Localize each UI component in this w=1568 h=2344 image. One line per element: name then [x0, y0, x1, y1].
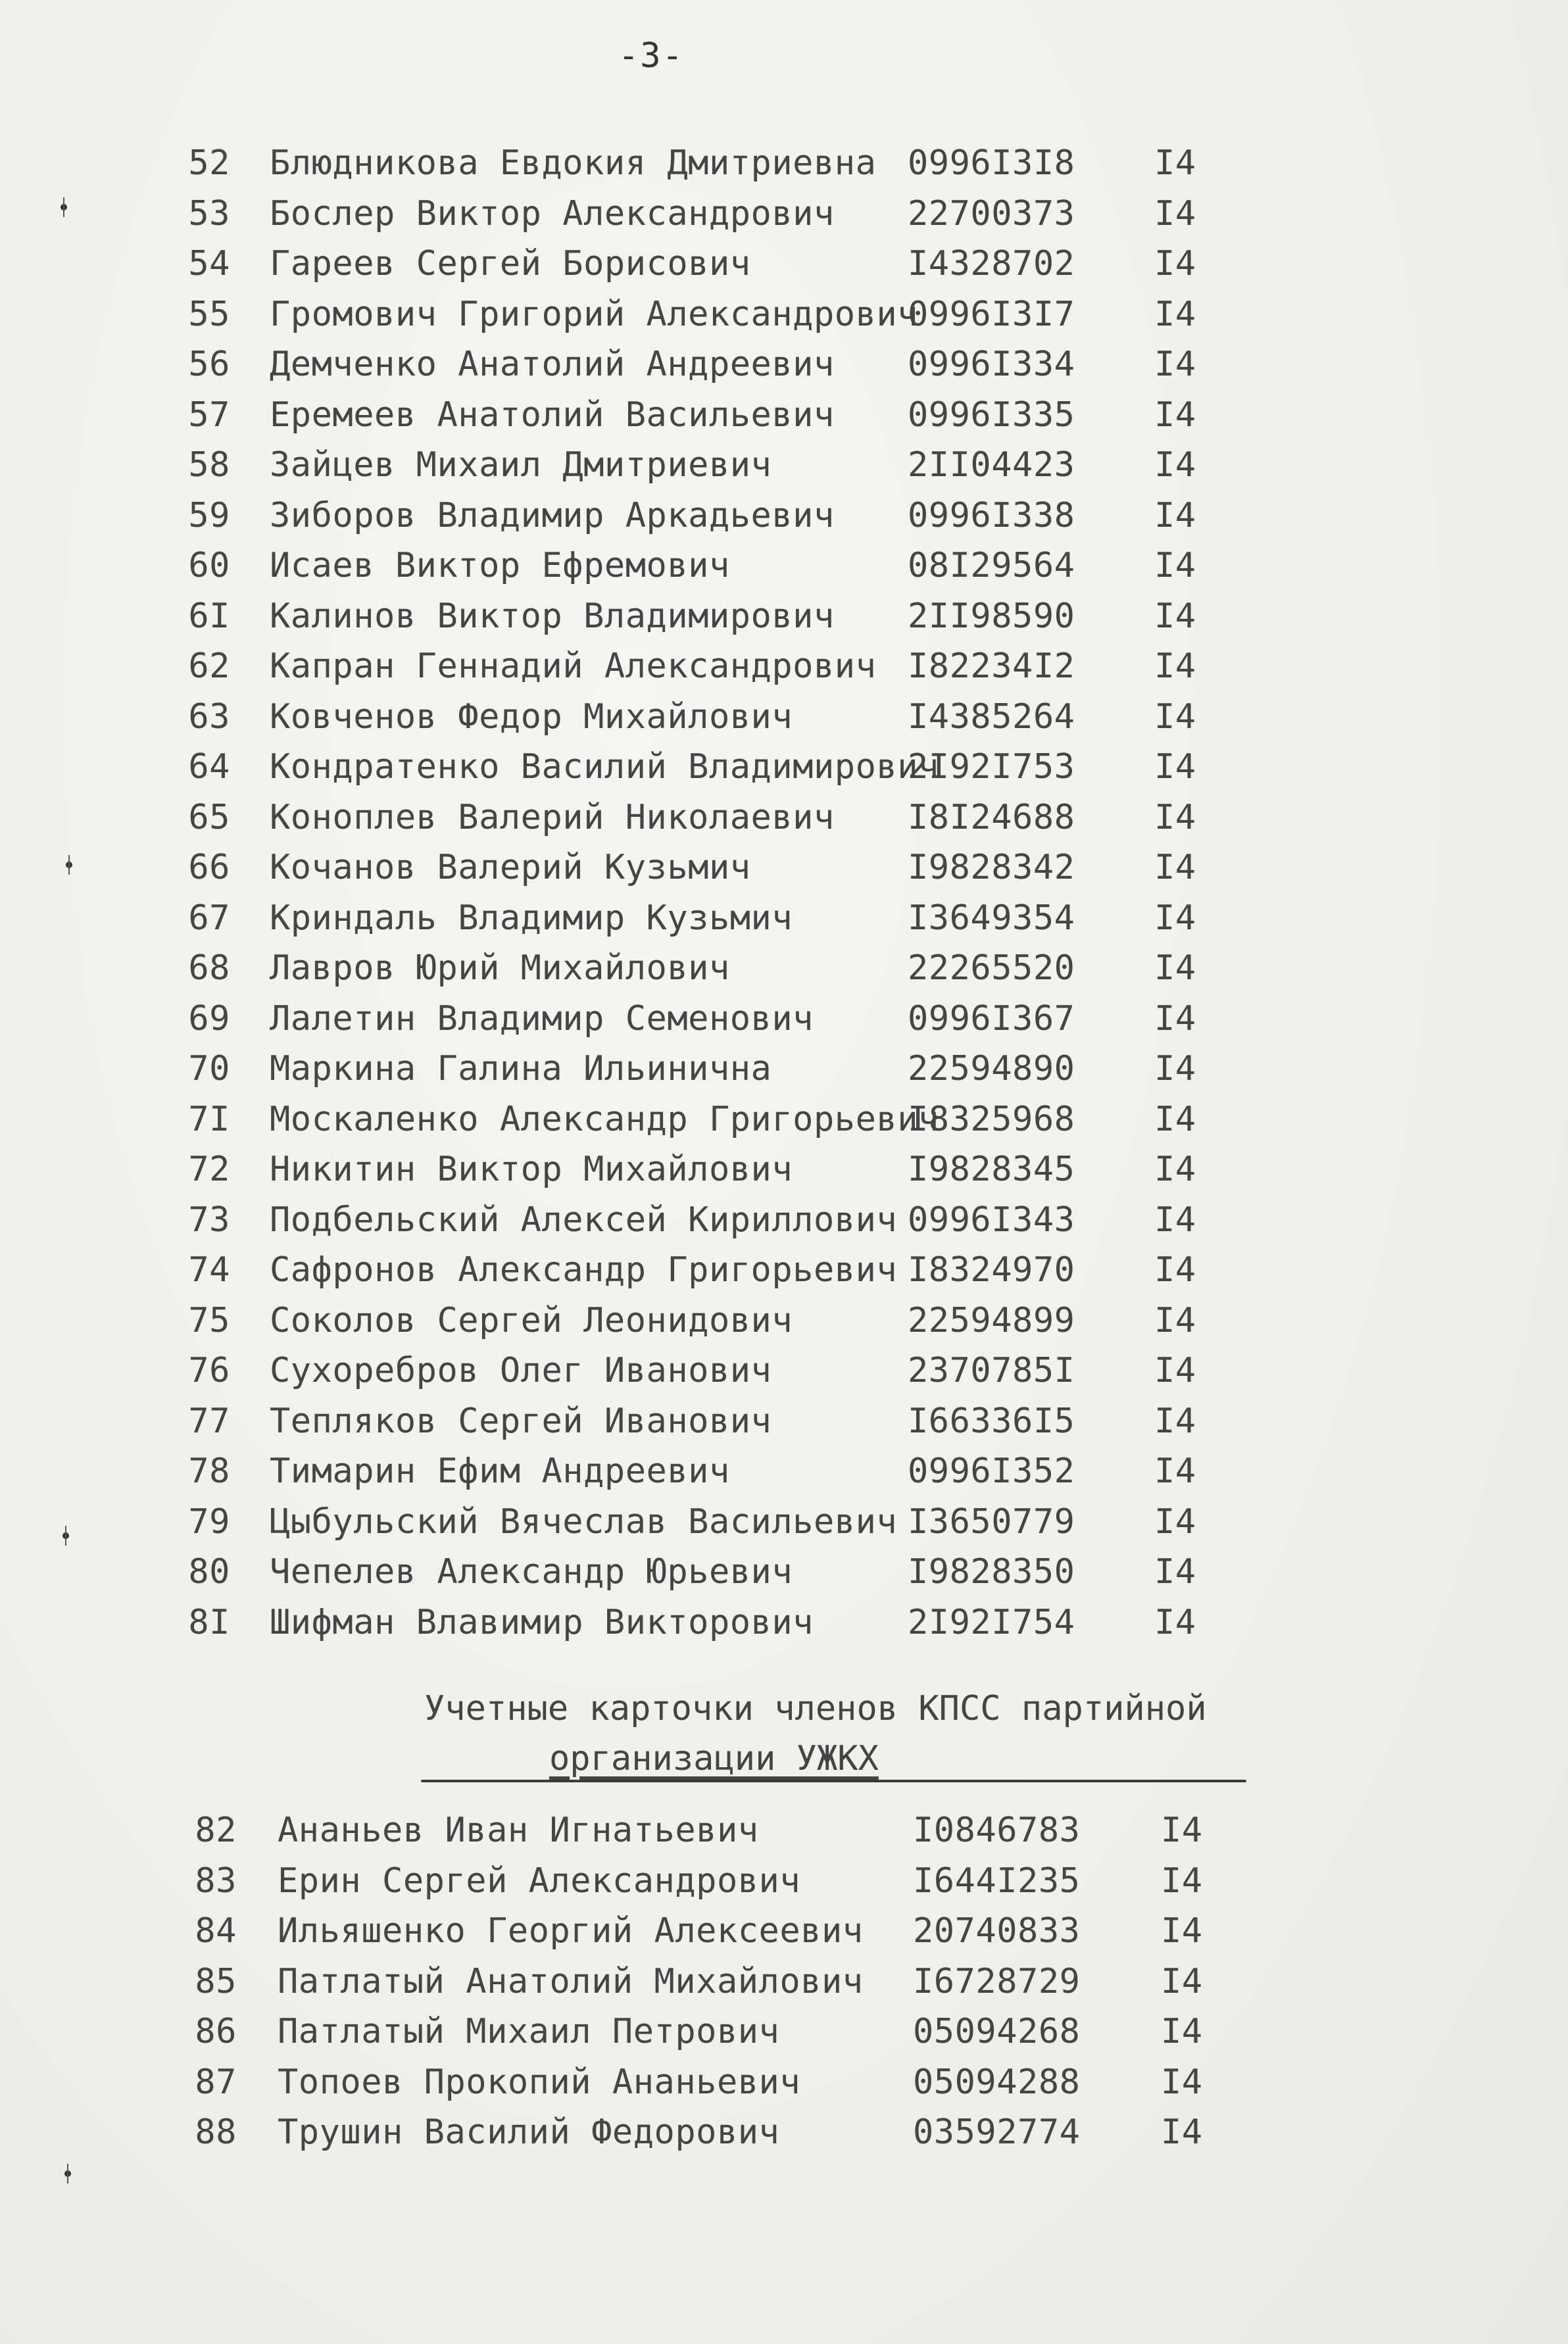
member-name: Патлатый Михаил Петрович [278, 2012, 780, 2051]
card-number: 2I92I753 [908, 747, 1075, 787]
row-code: I4 [1161, 1811, 1203, 1850]
card-number: 03592774 [913, 2112, 1081, 2152]
member-name: Тимарин Ефим Андреевич [270, 1452, 730, 1491]
row-code: I4 [1154, 345, 1196, 384]
card-number: I9828345 [908, 1150, 1075, 1189]
card-number: 2II04423 [908, 445, 1075, 485]
card-number: 0996I335 [908, 395, 1075, 435]
member-name: Цыбульский Вячеслав Васильевич [270, 1502, 898, 1542]
row-number: 68 [188, 948, 230, 988]
row-code: I4 [1154, 1099, 1196, 1139]
row-number: 70 [188, 1049, 230, 1088]
row-number: 86 [195, 2012, 237, 2051]
member-name: Ковченов Федор Михайлович [270, 696, 793, 737]
member-name: Лалетин Владимир Семенович [270, 998, 814, 1038]
row-code: I4 [1154, 1250, 1196, 1290]
list-row [0, 1858, 1568, 1904]
card-number: 0996I352 [908, 1452, 1075, 1491]
member-name: Блюдникова Евдокия Дмитриевна [270, 143, 877, 183]
row-code: I4 [1161, 1961, 1203, 2001]
row-number: 72 [188, 1150, 230, 1189]
row-code: I4 [1154, 294, 1196, 334]
member-name: Сухоребров Олег Иванович [270, 1351, 772, 1390]
card-number: I66336I5 [908, 1401, 1075, 1441]
list-row [0, 794, 1568, 841]
row-code: I4 [1154, 1401, 1196, 1441]
list-row [0, 1046, 1568, 1092]
row-number: 85 [195, 1961, 237, 2001]
row-number: 78 [188, 1452, 230, 1491]
section-divider [421, 1780, 1246, 1782]
punch-mark [64, 2170, 71, 2177]
row-number: 60 [188, 546, 230, 585]
row-number: 58 [188, 445, 230, 485]
section-heading-line1: Учетные карточки членов КПСС партийной [424, 1689, 1207, 1728]
row-code: I4 [1154, 1351, 1196, 1390]
row-number: 66 [188, 848, 230, 887]
row-code: I4 [1154, 1200, 1196, 1240]
member-name: Громович Григорий Александрович [270, 294, 919, 334]
row-number: 88 [195, 2112, 237, 2152]
list-row [0, 1448, 1568, 1494]
section-heading-line2: организации УЖКХ [549, 1739, 879, 1778]
row-number: 73 [188, 1200, 230, 1240]
row-number: 79 [188, 1502, 230, 1542]
row-number: 7I [188, 1099, 230, 1139]
member-name: Зайцев Михаил Дмитриевич [270, 445, 772, 485]
row-number: 69 [188, 998, 230, 1038]
member-name: Чепелев Александр Юрьевич [270, 1552, 793, 1592]
row-code: I4 [1154, 696, 1196, 737]
list-row [0, 996, 1568, 1042]
card-number: 0996I334 [908, 345, 1075, 384]
row-code: I4 [1154, 797, 1196, 837]
row-number: 77 [188, 1401, 230, 1441]
row-code: I4 [1154, 1602, 1196, 1642]
member-name: Бослер Виктор Александрович [270, 193, 835, 233]
card-number: I8325968 [908, 1099, 1075, 1139]
row-code: I4 [1154, 1452, 1196, 1491]
member-name: Лавров Юрий Михайлович [270, 948, 730, 988]
card-number: 2370785I [908, 1351, 1075, 1390]
member-name: Капран Геннадий Александрович [270, 647, 877, 686]
row-code: I4 [1154, 948, 1196, 988]
row-code: I4 [1161, 2112, 1203, 2152]
list-row [0, 2109, 1568, 2155]
list-row [0, 543, 1568, 589]
list-row [0, 442, 1568, 488]
row-number: 6I [188, 596, 230, 636]
list-row [0, 1807, 1568, 1853]
member-name: Соколов Сергей Леонидович [270, 1300, 793, 1340]
member-name: Исаев Виктор Ефремович [270, 546, 730, 585]
list-row [0, 945, 1568, 991]
list-row [0, 191, 1568, 237]
card-number: I9828350 [908, 1552, 1075, 1592]
member-name: Кондратенко Василий Владимирович [270, 747, 939, 787]
row-number: 82 [195, 1811, 237, 1850]
card-number: I8I24688 [908, 797, 1075, 837]
row-number: 65 [188, 797, 230, 837]
member-name: Сафронов Александр Григорьевич [270, 1250, 898, 1290]
row-number: 74 [188, 1250, 230, 1290]
member-name: Калинов Виктор Владимирович [270, 596, 835, 636]
row-code: I4 [1154, 998, 1196, 1038]
card-number: 22594890 [908, 1049, 1075, 1088]
row-code: I4 [1154, 193, 1196, 233]
card-number: 2II98590 [908, 596, 1075, 636]
row-number: 76 [188, 1351, 230, 1390]
list-row [0, 1247, 1568, 1293]
row-number: 55 [188, 294, 230, 334]
member-name: Топоев Прокопий Ананьевич [278, 2062, 801, 2102]
row-code: I4 [1154, 395, 1196, 435]
member-name: Патлатый Анатолий Михайлович [278, 1961, 864, 2001]
member-name: Гареев Сергей Борисович [270, 244, 751, 283]
row-number: 62 [188, 647, 230, 686]
card-number: 0996I338 [908, 495, 1075, 535]
list-row [0, 1398, 1568, 1444]
list-row [0, 895, 1568, 941]
row-number: 52 [188, 143, 230, 183]
row-code: I4 [1154, 143, 1196, 183]
row-number: 80 [188, 1552, 230, 1592]
card-number: I4328702 [908, 244, 1075, 283]
row-code: I4 [1154, 1502, 1196, 1542]
list-row [0, 341, 1568, 387]
card-number: 05094288 [913, 2062, 1081, 2102]
row-code: I4 [1154, 1049, 1196, 1088]
list-row [0, 744, 1568, 790]
list-row [0, 1599, 1568, 1646]
card-number: I82234I2 [908, 647, 1075, 686]
member-name: Ерин Сергей Александрович [278, 1861, 801, 1901]
card-number: 0996I343 [908, 1200, 1075, 1240]
card-number: I6728729 [913, 1961, 1081, 2001]
row-number: 54 [188, 244, 230, 283]
row-code: I4 [1154, 546, 1196, 585]
row-number: 56 [188, 345, 230, 384]
list-row [0, 593, 1568, 639]
row-number: 84 [195, 1911, 237, 1951]
list-row [0, 2059, 1568, 2105]
row-number: 57 [188, 395, 230, 435]
card-number: I3650779 [908, 1502, 1075, 1542]
row-code: I4 [1161, 1861, 1203, 1901]
member-name: Никитин Виктор Михайлович [270, 1150, 793, 1189]
list-row [0, 1959, 1568, 2005]
list-row [0, 1549, 1568, 1595]
card-number: 05094268 [913, 2012, 1081, 2051]
member-name: Москаленко Александр Григорьевич [270, 1099, 939, 1139]
card-number: 0996I3I7 [908, 294, 1075, 334]
card-number: I0846783 [913, 1811, 1081, 1850]
row-code: I4 [1161, 2012, 1203, 2051]
row-number: 63 [188, 696, 230, 737]
list-row [0, 291, 1568, 337]
list-row [0, 1096, 1568, 1142]
row-number: 75 [188, 1300, 230, 1340]
member-name: Еремеев Анатолий Васильевич [270, 395, 835, 435]
member-name: Зиборов Владимир Аркадьевич [270, 495, 835, 535]
row-code: I4 [1154, 848, 1196, 887]
card-number: I644I235 [913, 1861, 1081, 1901]
list-row [0, 844, 1568, 891]
row-number: 67 [188, 898, 230, 938]
member-name: Демченко Анатолий Андреевич [270, 345, 835, 384]
row-code: I4 [1154, 495, 1196, 535]
member-name: Трушин Василий Федорович [278, 2112, 780, 2152]
list-row [0, 1908, 1568, 1954]
list-row [0, 2009, 1568, 2055]
card-number: I9828342 [908, 848, 1075, 887]
card-number: 08I29564 [908, 546, 1075, 585]
list-row [0, 694, 1568, 740]
list-row [0, 493, 1568, 539]
card-number: 2I92I754 [908, 1602, 1075, 1642]
member-name: Подбельский Алексей Кириллович [270, 1200, 898, 1240]
row-number: 59 [188, 495, 230, 535]
card-number: I8324970 [908, 1250, 1075, 1290]
member-name: Тепляков Сергей Иванович [270, 1401, 772, 1441]
list-row [0, 1146, 1568, 1192]
punch-mark [61, 204, 67, 210]
card-number: 22594899 [908, 1300, 1075, 1340]
row-number: 53 [188, 193, 230, 233]
punch-mark [62, 1532, 69, 1539]
row-number: 83 [195, 1861, 237, 1901]
card-number: 22265520 [908, 948, 1075, 988]
row-code: I4 [1154, 244, 1196, 283]
card-number: I4385264 [908, 696, 1075, 737]
row-number: 64 [188, 747, 230, 787]
row-number: 87 [195, 2062, 237, 2102]
card-number: 22700373 [908, 193, 1075, 233]
list-row [0, 392, 1568, 438]
card-number: 0996I367 [908, 998, 1075, 1038]
punch-mark [66, 862, 72, 868]
row-number: 8I [188, 1602, 230, 1642]
list-row [0, 1499, 1568, 1545]
row-code: I4 [1154, 898, 1196, 938]
row-code: I4 [1154, 647, 1196, 686]
card-number: 20740833 [913, 1911, 1081, 1951]
member-name: Ананьев Иван Игнатьевич [278, 1811, 759, 1850]
row-code: I4 [1154, 1300, 1196, 1340]
card-number: 0996I3I8 [908, 143, 1075, 183]
row-code: I4 [1161, 1911, 1203, 1951]
row-code: I4 [1154, 1552, 1196, 1592]
member-name: Ильяшенко Георгий Алексеевич [278, 1911, 864, 1951]
member-name: Маркина Галина Ильинична [270, 1049, 772, 1088]
row-code: I4 [1154, 445, 1196, 485]
card-number: I3649354 [908, 898, 1075, 938]
row-code: I4 [1154, 1150, 1196, 1189]
list-row [0, 643, 1568, 689]
list-row [0, 1298, 1568, 1344]
member-name: Коноплев Валерий Николаевич [270, 797, 835, 837]
row-code: I4 [1161, 2062, 1203, 2102]
page-number: -3- [618, 36, 684, 76]
list-row [0, 1348, 1568, 1394]
row-code: I4 [1154, 596, 1196, 636]
row-code: I4 [1154, 747, 1196, 787]
member-name: Кочанов Валерий Кузьмич [270, 848, 751, 887]
member-name: Шифман Влавимир Викторович [270, 1602, 814, 1642]
list-row [0, 1197, 1568, 1243]
member-name: Криндаль Владимир Кузьмич [270, 898, 793, 938]
list-row [0, 241, 1568, 287]
list-row [0, 140, 1568, 186]
